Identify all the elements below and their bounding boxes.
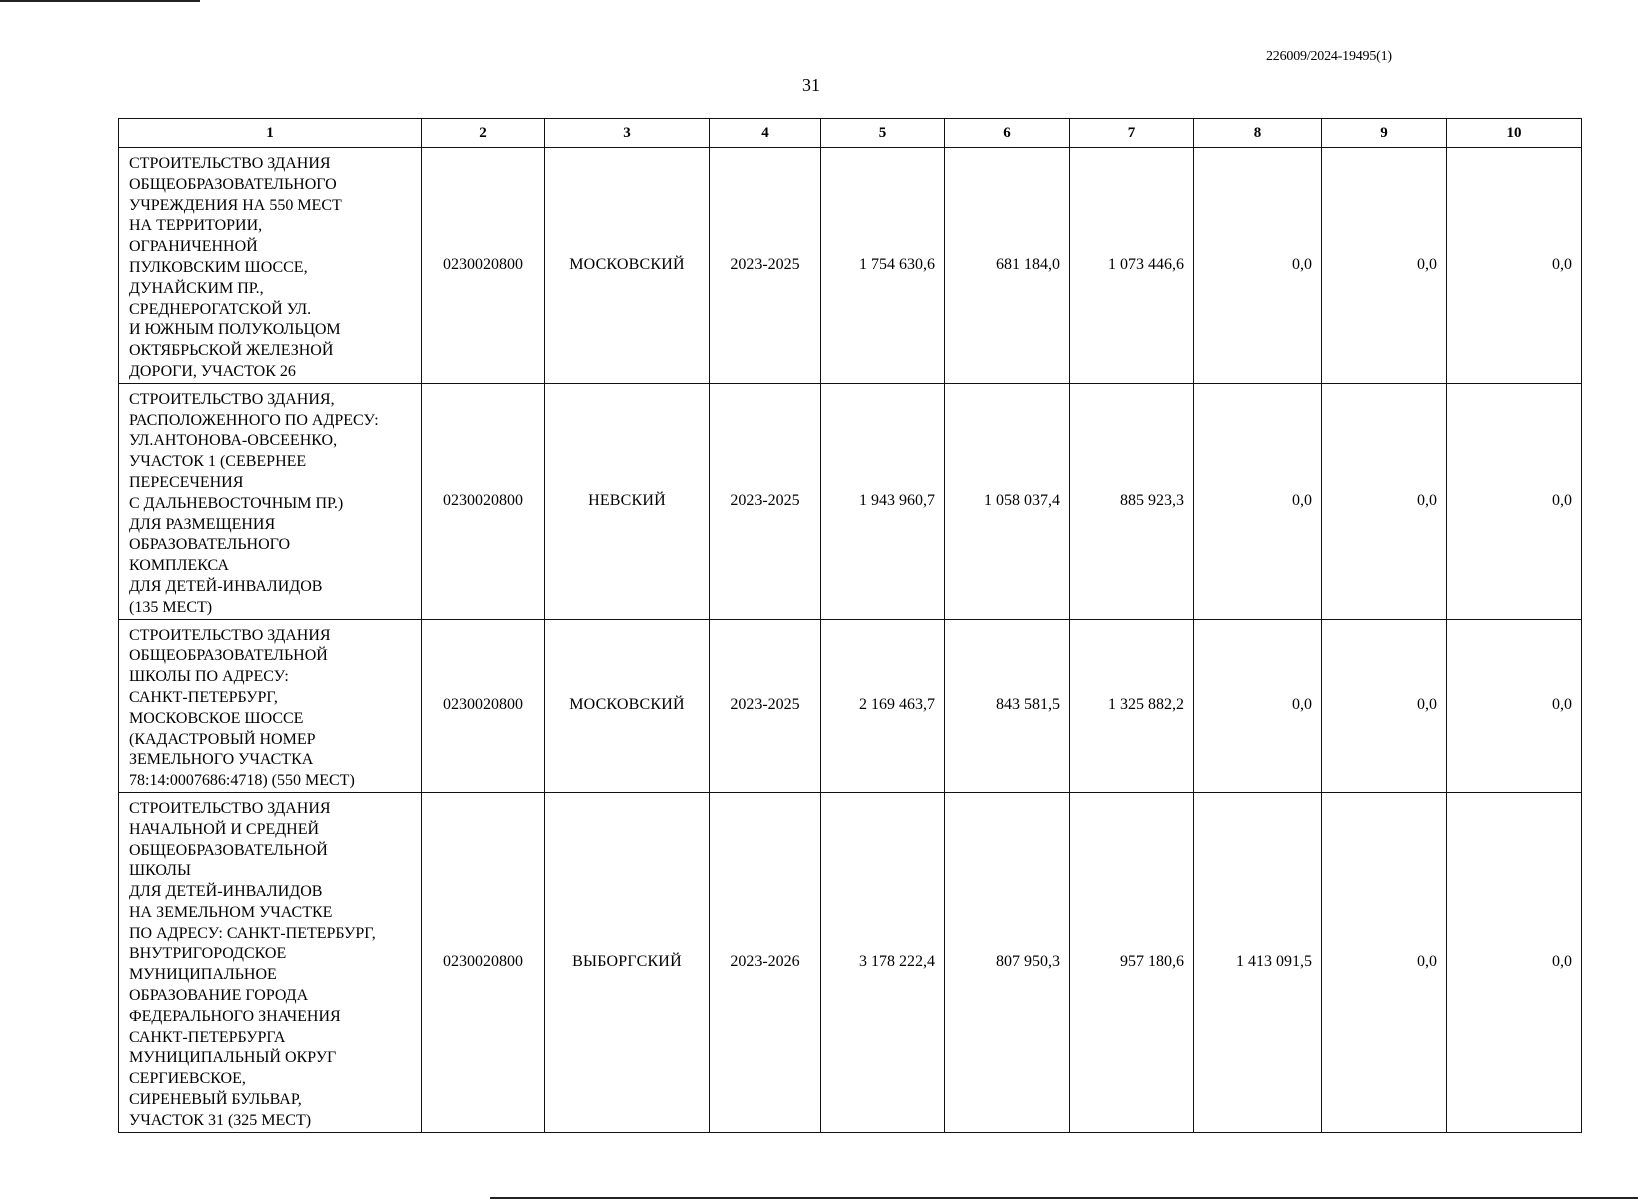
value-cell-9: 0,0 (1322, 383, 1447, 619)
project-name-line: ОБЩЕОБРАЗОВАТЕЛЬНОЙ (129, 647, 328, 665)
project-name-line: МУНИЦИПАЛЬНЫЙ ОКРУГ (129, 1049, 337, 1067)
project-name-line: ФЕДЕРАЛЬНОГО ЗНАЧЕНИЯ (129, 1007, 341, 1025)
project-name-line: ПЕРЕСЕЧЕНИЯ (129, 473, 244, 491)
project-name-line: ДУНАЙСКИМ ПР., (129, 279, 264, 297)
project-name-line: МУНИЦИПАЛЬНОЕ (129, 966, 277, 984)
value-cell-5: 1 943 960,7 (821, 383, 945, 619)
project-name-line: СТРОИТЕЛЬСТВО ЗДАНИЯ (129, 799, 331, 817)
project-name-line: УЧАСТОК 31 (325 МЕСТ) (129, 1111, 312, 1129)
budget-code-cell: 0230020800 (422, 383, 545, 619)
project-name-line: ДОРОГИ, УЧАСТОК 26 (129, 362, 296, 380)
column-header: 6 (945, 119, 1070, 148)
value-cell-7: 885 923,3 (1070, 383, 1194, 619)
value-cell-6: 1 058 037,4 (945, 383, 1070, 619)
district-cell: ВЫБОРГСКИЙ (545, 792, 710, 1132)
project-name-line: СЕРГИЕВСКОЕ, (129, 1070, 246, 1088)
column-header: 4 (710, 119, 821, 148)
period-cell: 2023-2025 (710, 383, 821, 619)
column-header: 8 (1194, 119, 1322, 148)
column-header: 3 (545, 119, 710, 148)
budget-code-cell: 0230020800 (422, 619, 545, 792)
project-name-line: УЧАСТОК 1 (СЕВЕРНЕЕ (129, 453, 307, 471)
value-cell-5: 3 178 222,4 (821, 792, 945, 1132)
project-name-line: КОМПЛЕКСА (129, 557, 229, 575)
value-cell-10: 0,0 (1447, 619, 1582, 792)
project-name-line: (КАДАСТРОВЫЙ НОМЕР (129, 730, 316, 748)
project-name-line: СРЕДНЕРОГАТСКОЙ УЛ. (129, 300, 312, 318)
value-cell-8: 0,0 (1194, 148, 1322, 384)
project-name-line: ШКОЛЫ ПО АДРЕСУ: (129, 668, 289, 686)
value-cell-5: 1 754 630,6 (821, 148, 945, 384)
page-number: 31 (802, 75, 820, 95)
district-cell: НЕВСКИЙ (545, 383, 710, 619)
project-name-line: МОСКОВСКОЕ ШОССЕ (129, 709, 304, 727)
project-name-line: ДЛЯ РАЗМЕЩЕНИЯ (129, 515, 276, 533)
project-name-line: ШКОЛЫ (129, 862, 191, 880)
column-header: 10 (1447, 119, 1582, 148)
project-name-line: С ДАЛЬНЕВОСТОЧНЫМ ПР.) (129, 494, 344, 512)
column-header: 1 (119, 119, 422, 148)
budget-table (118, 118, 1582, 1133)
project-name-cell (119, 619, 422, 792)
project-name-line: ОГРАНИЧЕННОЙ (129, 238, 258, 256)
column-header: 2 (422, 119, 545, 148)
project-name-line: ОБРАЗОВАНИЕ ГОРОДА (129, 987, 309, 1005)
table-row (119, 792, 1582, 1132)
value-cell-9: 0,0 (1322, 148, 1447, 384)
value-cell-6: 807 950,3 (945, 792, 1070, 1132)
period-cell: 2023-2025 (710, 148, 821, 384)
column-header: 9 (1322, 119, 1447, 148)
project-name-line: СИРЕНЕВЫЙ БУЛЬВАР, (129, 1091, 302, 1109)
table-row (119, 148, 1582, 384)
district-cell: МОСКОВСКИЙ (545, 148, 710, 384)
project-name-line: САНКТ-ПЕТЕРБУРГ, (129, 688, 278, 706)
project-name-line: СТРОИТЕЛЬСТВО ЗДАНИЯ (129, 155, 331, 172)
period-cell: 2023-2026 (710, 792, 821, 1132)
period-cell: 2023-2025 (710, 619, 821, 792)
project-name-line: ПО АДРЕСУ: САНКТ-ПЕТЕРБУРГ, (129, 924, 376, 942)
value-cell-10: 0,0 (1447, 383, 1582, 619)
value-cell-7: 957 180,6 (1070, 792, 1194, 1132)
column-header: 5 (821, 119, 945, 148)
budget-code-cell: 0230020800 (422, 148, 545, 384)
project-name-line: 78:14:0007686:4718) (550 МЕСТ) (129, 772, 355, 790)
project-name-line: ОКТЯБРЬСКОЙ ЖЕЛЕЗНОЙ (129, 342, 334, 360)
project-name-line: УЛ.АНТОНОВА-ОВСЕЕНКО, (129, 432, 338, 450)
project-name-line: УЧРЕЖДЕНИЯ НА 550 МЕСТ (129, 196, 342, 214)
project-name-line: НА ТЕРРИТОРИИ, (129, 217, 263, 235)
project-name-line: ДЛЯ ДЕТЕЙ-ИНВАЛИДОВ (129, 577, 323, 595)
value-cell-7: 1 325 882,2 (1070, 619, 1194, 792)
scan-edge-top (0, 0, 200, 2)
value-cell-6: 681 184,0 (945, 148, 1070, 384)
project-name-line: СТРОИТЕЛЬСТВО ЗДАНИЯ, (129, 390, 335, 408)
project-name-line: ЗЕМЕЛЬНОГО УЧАСТКА (129, 751, 314, 769)
project-name-cell (119, 148, 422, 384)
project-name-line: СТРОИТЕЛЬСТВО ЗДАНИЯ (129, 626, 331, 644)
project-name-line: ВНУТРИГОРОДСКОЕ (129, 945, 287, 963)
header-row (119, 119, 1582, 148)
value-cell-8: 1 413 091,5 (1194, 792, 1322, 1132)
budget-code-cell: 0230020800 (422, 792, 545, 1132)
value-cell-8: 0,0 (1194, 619, 1322, 792)
scan-edge-bottom (490, 1197, 1638, 1199)
project-name-cell (119, 383, 422, 619)
project-name-line: РАСПОЛОЖЕННОГО ПО АДРЕСУ: (129, 411, 379, 429)
project-name-line: ДЛЯ ДЕТЕЙ-ИНВАЛИДОВ (129, 883, 323, 901)
project-name-line: САНКТ-ПЕТЕРБУРГА (129, 1028, 286, 1046)
value-cell-6: 843 581,5 (945, 619, 1070, 792)
document-reference: 226009/2024-19495(1) (1266, 49, 1392, 64)
value-cell-8: 0,0 (1194, 383, 1322, 619)
table-row (119, 619, 1582, 792)
project-name-line: НАЧАЛЬНОЙ И СРЕДНЕЙ (129, 820, 320, 838)
column-header: 7 (1070, 119, 1194, 148)
district-cell: МОСКОВСКИЙ (545, 619, 710, 792)
value-cell-9: 0,0 (1322, 792, 1447, 1132)
value-cell-10: 0,0 (1447, 792, 1582, 1132)
project-name-line: И ЮЖНЫМ ПОЛУКОЛЬЦОМ (129, 321, 341, 339)
project-name-line: ПУЛКОВСКИМ ШОССЕ, (129, 258, 308, 276)
value-cell-10: 0,0 (1447, 148, 1582, 384)
project-name-line: ОБЩЕОБРАЗОВАТЕЛЬНОГО (129, 175, 337, 193)
project-name-line: ОБЩЕОБРАЗОВАТЕЛЬНОЙ (129, 841, 328, 859)
project-name-cell (119, 792, 422, 1132)
project-name-line: НА ЗЕМЕЛЬНОМ УЧАСТКЕ (129, 903, 333, 921)
table-row (119, 383, 1582, 619)
project-name-line: ОБРАЗОВАТЕЛЬНОГО (129, 536, 291, 554)
project-name-line: (135 МЕСТ) (129, 598, 213, 616)
value-cell-9: 0,0 (1322, 619, 1447, 792)
value-cell-7: 1 073 446,6 (1070, 148, 1194, 384)
value-cell-5: 2 169 463,7 (821, 619, 945, 792)
